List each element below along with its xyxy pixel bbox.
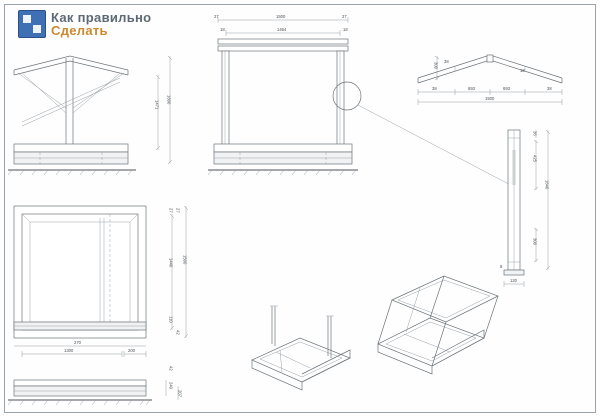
- dim-truss-rise: 300: [433, 62, 439, 69]
- dim-front-inner-right: 18: [343, 27, 348, 32]
- isometric-frame-right: [378, 276, 498, 374]
- dim-truss-seg1: 38: [432, 86, 437, 91]
- dim-post-top: 36: [532, 131, 538, 136]
- dim-plan-depth-inner: 1440: [168, 258, 174, 268]
- dim-plan-detail-b: 240: [168, 382, 174, 389]
- dim-front-top-overall: 1500: [276, 14, 286, 19]
- dim-side-height-outer: 1600: [166, 95, 172, 105]
- dim-plan-detail-a: 270: [74, 340, 81, 345]
- dim-front-right-offset: 27: [342, 14, 347, 19]
- dim-post-base-b: 120: [510, 278, 517, 283]
- dim-truss-total: 1500: [485, 96, 495, 101]
- dim-plan-small-b: 27: [175, 208, 181, 213]
- dim-front-inner-span: 1464: [277, 27, 287, 32]
- logo-line-1: Как правильно: [51, 10, 152, 25]
- dim-plan-small-d: 42: [175, 330, 181, 335]
- dim-plan-detail-d: 42: [168, 366, 174, 371]
- roof-truss-detail: [418, 55, 562, 105]
- dim-plan-offset: 200: [128, 348, 135, 353]
- dim-post-upper: 425: [532, 155, 538, 162]
- dim-front-left-offset: 27: [214, 14, 219, 19]
- dim-front-inner-left: 18: [220, 27, 225, 32]
- dim-plan-detail-c: 207: [177, 390, 183, 397]
- dim-post-base-a: 8: [500, 264, 503, 269]
- dim-plan-small-a: 27: [168, 208, 174, 213]
- dim-truss-thk-b: 18: [520, 68, 525, 73]
- side-elevation-view: [8, 56, 172, 175]
- dim-truss-seg4: 38: [547, 86, 552, 91]
- isometric-frame-left: [252, 306, 350, 390]
- dim-truss-seg2: 693: [468, 86, 475, 91]
- logo-line-2: Сделать: [51, 23, 108, 38]
- dim-plan-inner-w: 1300: [64, 348, 74, 353]
- dim-side-height-inner: 1471: [154, 100, 160, 110]
- post-detail-view: [500, 130, 550, 287]
- dim-truss-seg3: 693: [503, 86, 510, 91]
- dim-post-total: 1640: [544, 180, 550, 190]
- plan-view: [8, 206, 188, 405]
- dim-truss-thk-a: 38: [444, 59, 449, 64]
- dim-plan-depth-outer: 1500: [182, 255, 188, 265]
- dim-post-lower: 300: [532, 238, 538, 245]
- dim-plan-small-c: 110: [168, 316, 174, 323]
